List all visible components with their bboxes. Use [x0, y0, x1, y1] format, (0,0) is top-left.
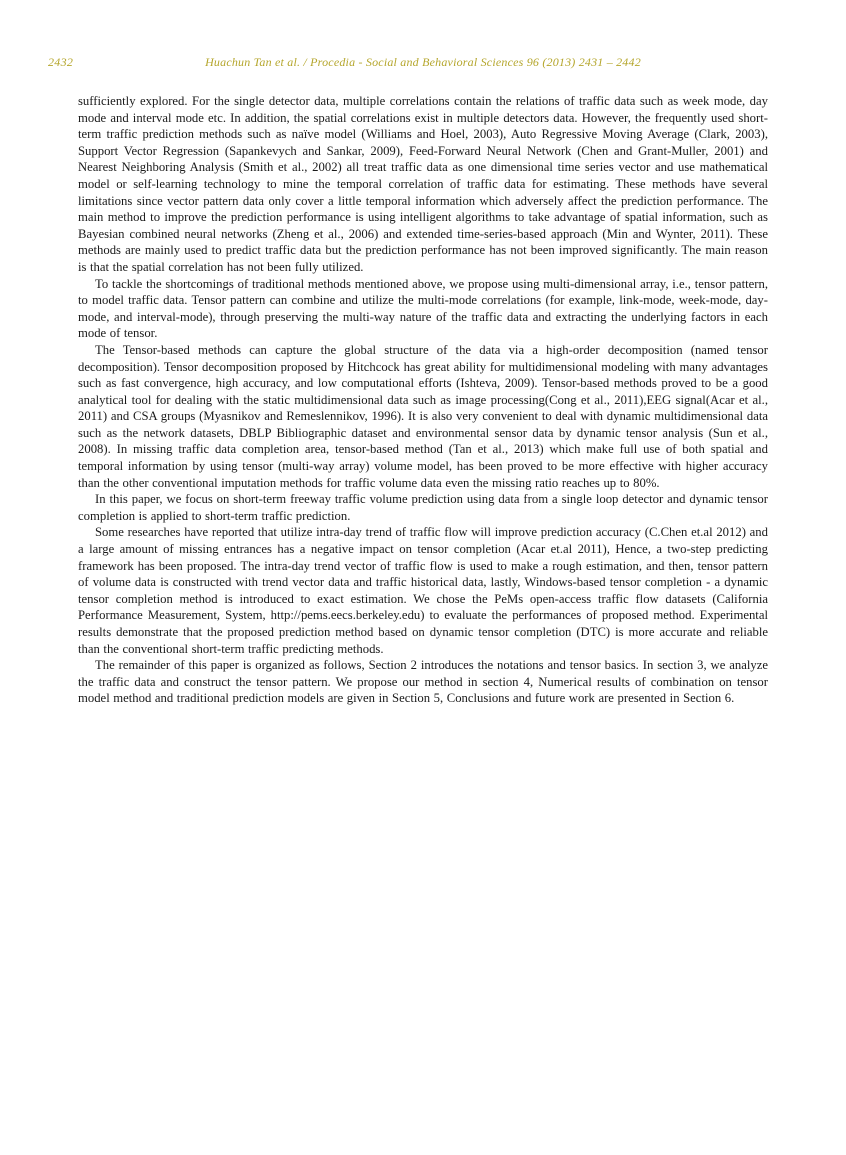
article-body: [78, 93, 768, 707]
page-number: 2432: [48, 55, 74, 69]
running-head: Huachun Tan et al. / Procedia - Social and Behavioral Sciences 96 (2013) 2431 – 2442: [205, 55, 641, 69]
paragraph-1: sufficiently explored. For the single detector data, multiple correlations contain the relations of traffic data such as week mode, day mode and interval mode etc. In addition, the spatial correlations exist in multiple detectors data. However, the frequently used short-term traffic prediction methods such as naïve model (Williams and Hoel, 2003), Auto Regressive Moving Average (Clark, 2003), Support Vector Regression (Sapankevych and Sankar, 2009), Feed-Forward Neural Network (Chen and Grant-Muller, 2001) and Nearest Neighboring Analysis (Smith et al., 2002) all treat traffic data as one dimensional time series vector and use mathematical model or self-learning technology to mine the temporal correlation of traffic data for estimating. These methods have several limitations since vector pattern data only cover a little temporal information which adversely affect the prediction performance. The main method to improve the prediction performance is using intelligent algorithms to take advantage of spatial information, such as Bayesian combined neural networks (Zheng et al., 2006) and extended time-series-based approach (Min and Wynter, 2011). These methods are mainly used to predict traffic data but the prediction performance has not been improved significantly. The main reason is that the spatial correlation has not been fully utilized.: [78, 94, 768, 274]
paragraph-5: Some researches have reported that utilize intra-day trend of traffic flow will improve prediction accuracy (C.Chen et.al 2012) and a large amount of missing entrances has a negative impact on tensor completion (Acar et.al 2011), Hence, a two-step predicting framework has been proposed. The intra-day trend vector of traffic flow is used to make a rough estimation, and then, tensor pattern of volume data is constructed with trend vector data and traffic historical data, lastly, Windows-based tensor completion - a dynamic tensor completion method is introduced to exact estimation. We chose the PeMs open-access traffic flow datasets (California Performance Measurement, System, http://pems.eecs.berkeley.edu) to evaluate the performances of proposed method. Experimental results demonstrate that the proposed prediction method based on dynamic tensor completion (DTC) is more accurate and reliable than the conventional short-term traffic predicting methods.: [78, 525, 768, 656]
paragraph-4: In this paper, we focus on short-term freeway traffic volume prediction using data from a single loop detector and dynamic tensor completion is applied to short-term traffic prediction.: [78, 492, 768, 523]
page-header: [48, 55, 798, 71]
paragraph-6: The remainder of this paper is organized as follows, Section 2 introduces the notations and tensor basics. In section 3, we analyze the traffic data and construct the tensor pattern. We propose our method in section 4, Numerical results of combination on tensor model method and traditional prediction models are given in Section 5, Conclusions and future work are presented in Section 6.: [78, 658, 768, 706]
paragraph-2: To tackle the shortcomings of traditional methods mentioned above, we propose using multi-dimensional array, i.e., tensor pattern, to model traffic data. Tensor pattern can combine and utilize the multi-mode correlations (for example, link-mode, week-mode, day-mode, and interval-mode), through preserving the multi-way nature of the traffic data and extracting the underlying factors in each mode of tensor.: [78, 276, 768, 341]
paragraph-3: The Tensor-based methods can capture the global structure of the data via a high-order decomposition (named tensor decomposition). Tensor decomposition proposed by Hitchcock has great ability for multidimensional modeling with many advantages such as fast convergence, high accuracy, and low computational efforts (Ishteva, 2009). Tensor-based methods proved to be a good analytical tool for dealing with the static multidimensional data such as image processing(Cong et al., 2011),EEG signal(Acar et al., 2011) and CSA groups (Myasnikov and Remeslennikov, 1996). It is also very convenient to deal with dynamic multidimensional data such as the network datasets, DBLP Bibliographic dataset and environmental sensor data by dynamic tensor analysis (Sun et al., 2008). In missing traffic data completion area, tensor-based method (Tan et al., 2013) which make full use of both spatial and temporal information by using tensor (multi-way array) volume model, has been proved to be more effective with higher accuracy than the other conventional imputation methods for traffic volume data even the missing ratio reaches up to 80%.: [78, 342, 768, 490]
